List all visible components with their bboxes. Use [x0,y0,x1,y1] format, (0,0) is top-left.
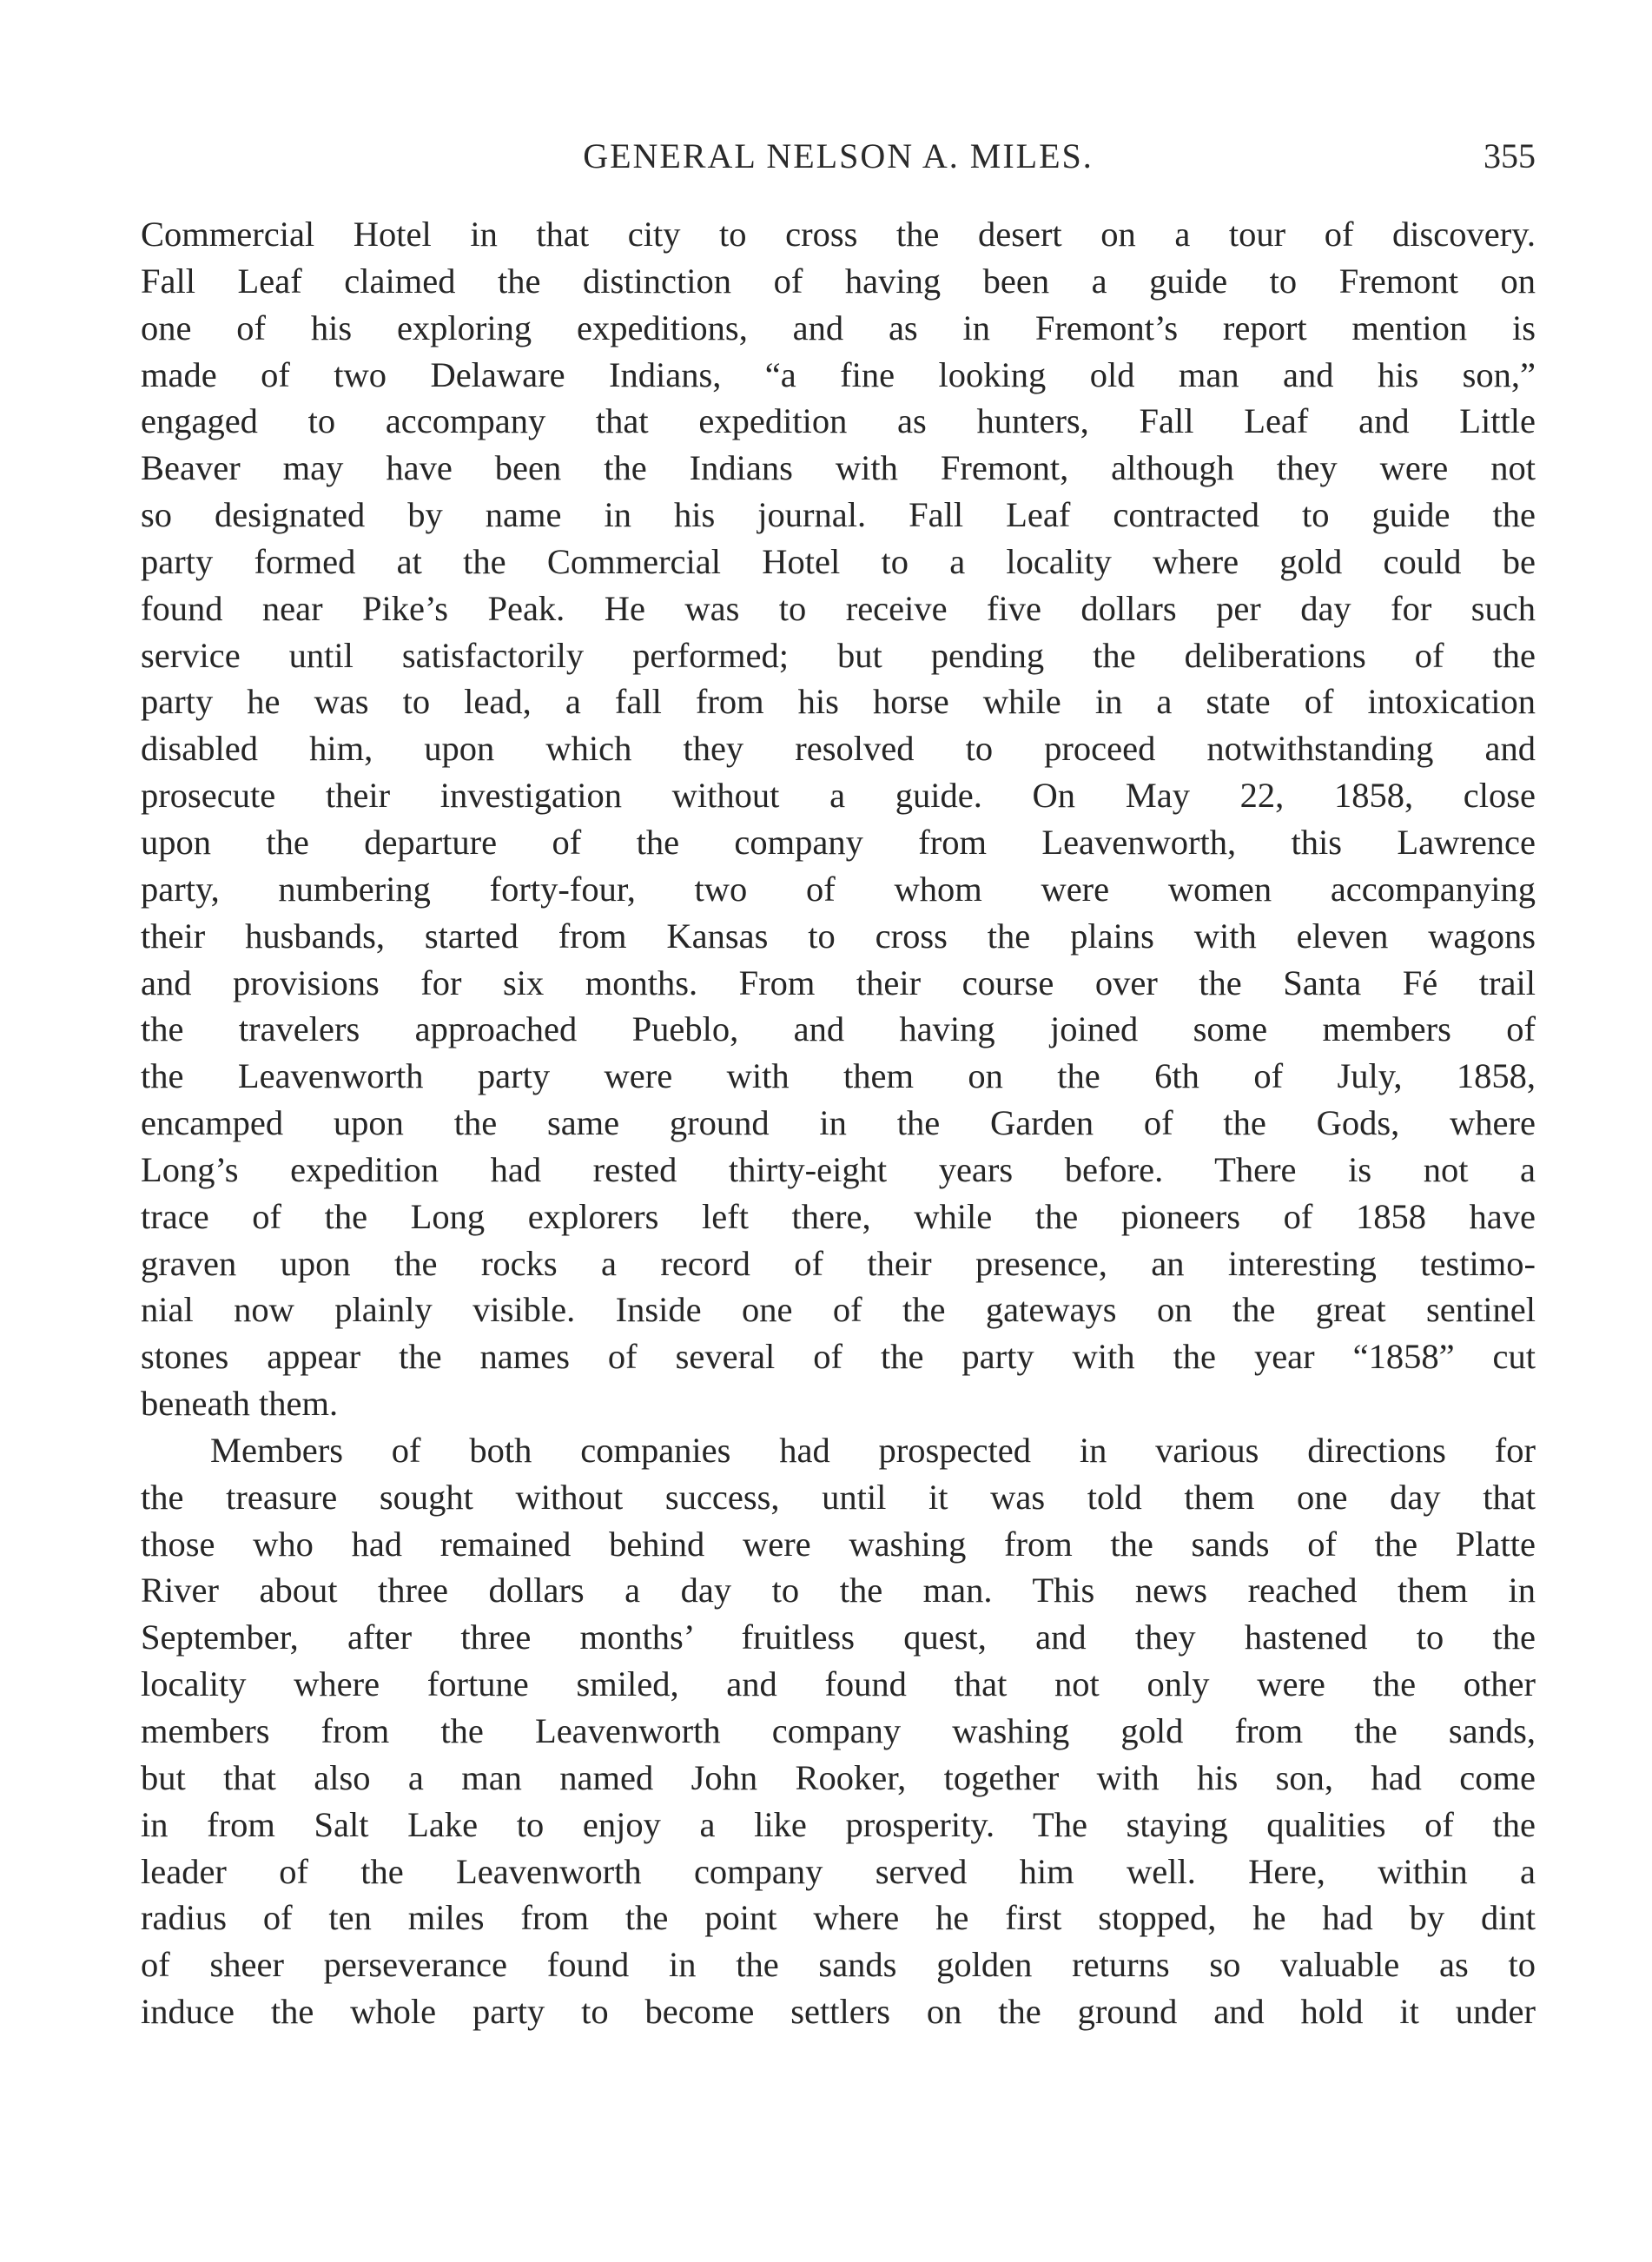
text-line: trace of the Long explorers left there, while the pioneers of 1858 have [141,1196,1536,1236]
text-line: beneath them. [141,1384,339,1424]
text-line: service until satisfactorily performed; but pending the deliberations of the [141,635,1536,675]
text-line: the treasure sought without success, until it was told them one day that [141,1477,1536,1517]
text-line: found near Pike’s Peak. He was to receive five dollars per day for such [141,588,1536,628]
text-line: River about three dollars a day to the man. This news reached them in [141,1571,1536,1611]
text-line: induce the whole party to become settlers on the ground and hold it under [141,1992,1536,2032]
text-line: radius of ten miles from the point where he first stopped, he had by dint [141,1898,1536,1938]
text-line: party, numbering forty-four, two of whom were women accompanying [141,869,1536,909]
text-line: graven upon the rocks a record of their presence, an interesting testimo- [141,1243,1536,1283]
text-line: nial now plainly visible. Inside one of the gateways on the great sentinel [141,1290,1536,1330]
paragraph [141,1427,1536,2035]
text-line: their husbands, started from Kansas to cross the plains with eleven wagons [141,916,1536,956]
text-line: Fall Leaf claimed the distinction of having been a guide to Fremont on [141,261,1536,301]
text-line: locality where fortune smiled, and found that not only were the other [141,1664,1536,1704]
text-line: in from Salt Lake to enjoy a like prosperity. The staying qualities of the [141,1804,1536,1844]
text-line: the Leavenworth party were with them on the 6th of July, 1858, [141,1056,1536,1096]
text-line: so designated by name in his journal. Fall Leaf contracted to guide the [141,495,1536,535]
text-line: members from the Leavenworth company washing gold from the sands, [141,1711,1536,1750]
text-line: of sheer perseverance found in the sands golden returns so valuable as to [141,1945,1536,1985]
text-line: Members of both companies had prospected in various directions for [210,1430,1536,1470]
text-line: encamped upon the same ground in the Garden of the Gods, where [141,1103,1536,1143]
text-line: Long’s expedition had rested thirty-eight years before. There is not a [141,1149,1536,1189]
text-line: disabled him, upon which they resolved to proceed notwithstanding and [141,729,1536,769]
text-line: party formed at the Commercial Hotel to a locality where gold could be [141,541,1536,581]
text-line: leader of the Leavenworth company served him well. Here, within a [141,1851,1536,1891]
text-line: those who had remained behind were washing from the sands of the Platte [141,1524,1536,1564]
text-line: upon the departure of the company from Leavenworth, this Lawrence [141,822,1536,862]
text-line: party he was to lead, a fall from his horse while in a state of intoxication [141,682,1536,722]
text-line: Commercial Hotel in that city to cross the desert on a tour of discovery. [141,215,1536,254]
page-number: 355 [1483,136,1536,175]
page-header [141,130,1536,182]
running-head: GENERAL NELSON A. MILES. [583,136,1094,175]
paragraph [141,211,1536,1427]
text-line: September, after three months’ fruitless quest, and they hastened to the [141,1617,1536,1657]
text-line: one of his exploring expeditions, and as in Fremont’s report mention is [141,308,1536,347]
text-line: and provisions for six months. From their course over the Santa Fé trail [141,962,1536,1002]
text-line: the travelers approached Pueblo, and having joined some members of [141,1009,1536,1049]
body-text [141,211,1536,2035]
text-line: prosecute their investigation without a guide. On May 22, 1858, close [141,776,1536,816]
text-line: engaged to accompany that expedition as hunters, Fall Leaf and Little [141,401,1536,441]
text-line: stones appear the names of several of the party with the year “1858” cut [141,1337,1536,1377]
text-line: but that also a man named John Rooker, together with his son, had come [141,1757,1536,1797]
text-line: made of two Delaware Indians, “a fine looking old man and his son,” [141,354,1536,394]
text-line: Beaver may have been the Indians with Fremont, although they were not [141,448,1536,488]
